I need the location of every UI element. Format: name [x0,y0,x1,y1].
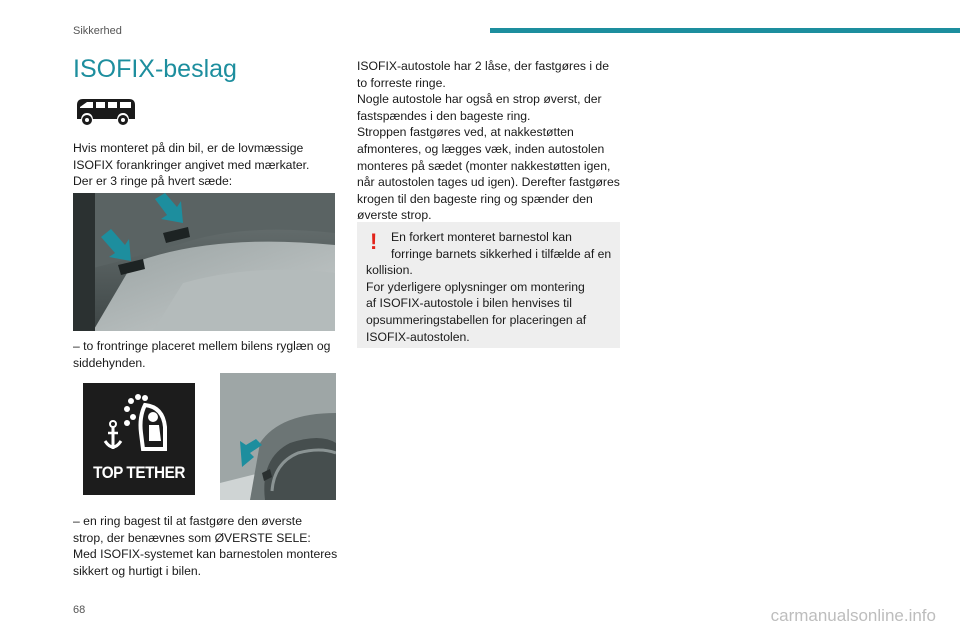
seat-anchor-photo [73,193,335,331]
rear-ring-paragraph: – en ring bagest til at fastgøre den øverste strop, der benævnes som ØVERSTE SELE: Med ISOFIX-systemet kan barnestolen monteres sikkert og hurtigt i bilen. [73,514,338,578]
header-accent-bar [490,28,960,33]
intro-paragraph: Hvis monteret på din bil, er de lovmæssige ISOFIX forankringer angivet med mærkater. Der er 3 ringe på hvert sæde: [73,141,310,189]
warning-box [357,222,620,348]
child-seat-anchor-icon [83,383,195,463]
section-label: Sikkerhed [73,25,122,37]
page-title: ISOFIX-beslag [73,55,237,83]
front-rings-paragraph: – to frontringe placeret mellem bilens ryglæn og siddehynden. [73,339,331,370]
watermark: carmanualsonline.info [770,606,936,625]
van-icon [73,95,139,129]
warning-exclamation-icon: ! [370,229,378,254]
top-tether-label: TOP TETHER [93,463,185,482]
top-tether-symbol [83,383,195,495]
isofix-seat-paragraph: ISOFIX-autostole har 2 låse, der fastgøres i de to forreste ringe. Nogle autostole har også en strop øverst, der fastspændes i den bageste ring. Stroppen fastgøres ved, at nakkestøtten afmonteres, og lægges væk, inden autostolen monteres på sædet (monter nakkestøtten igen, når autostolen tages ud igen). Derefter fastgøres krogen til den bageste ring og spænder den øverste strop. [357,59,620,223]
warning-text: En forkert monteret barnestol kan forringe barnets sikkerhed i tilfælde af en kollision. For yderligere oplysninger om montering af ISOFIX-autostole i bilen henvises til opsummeringstabellen for placeringen af ISOFIX-autostolen. [366,230,612,344]
rear-ring-photo [220,373,336,500]
page-number: 68 [73,604,86,616]
